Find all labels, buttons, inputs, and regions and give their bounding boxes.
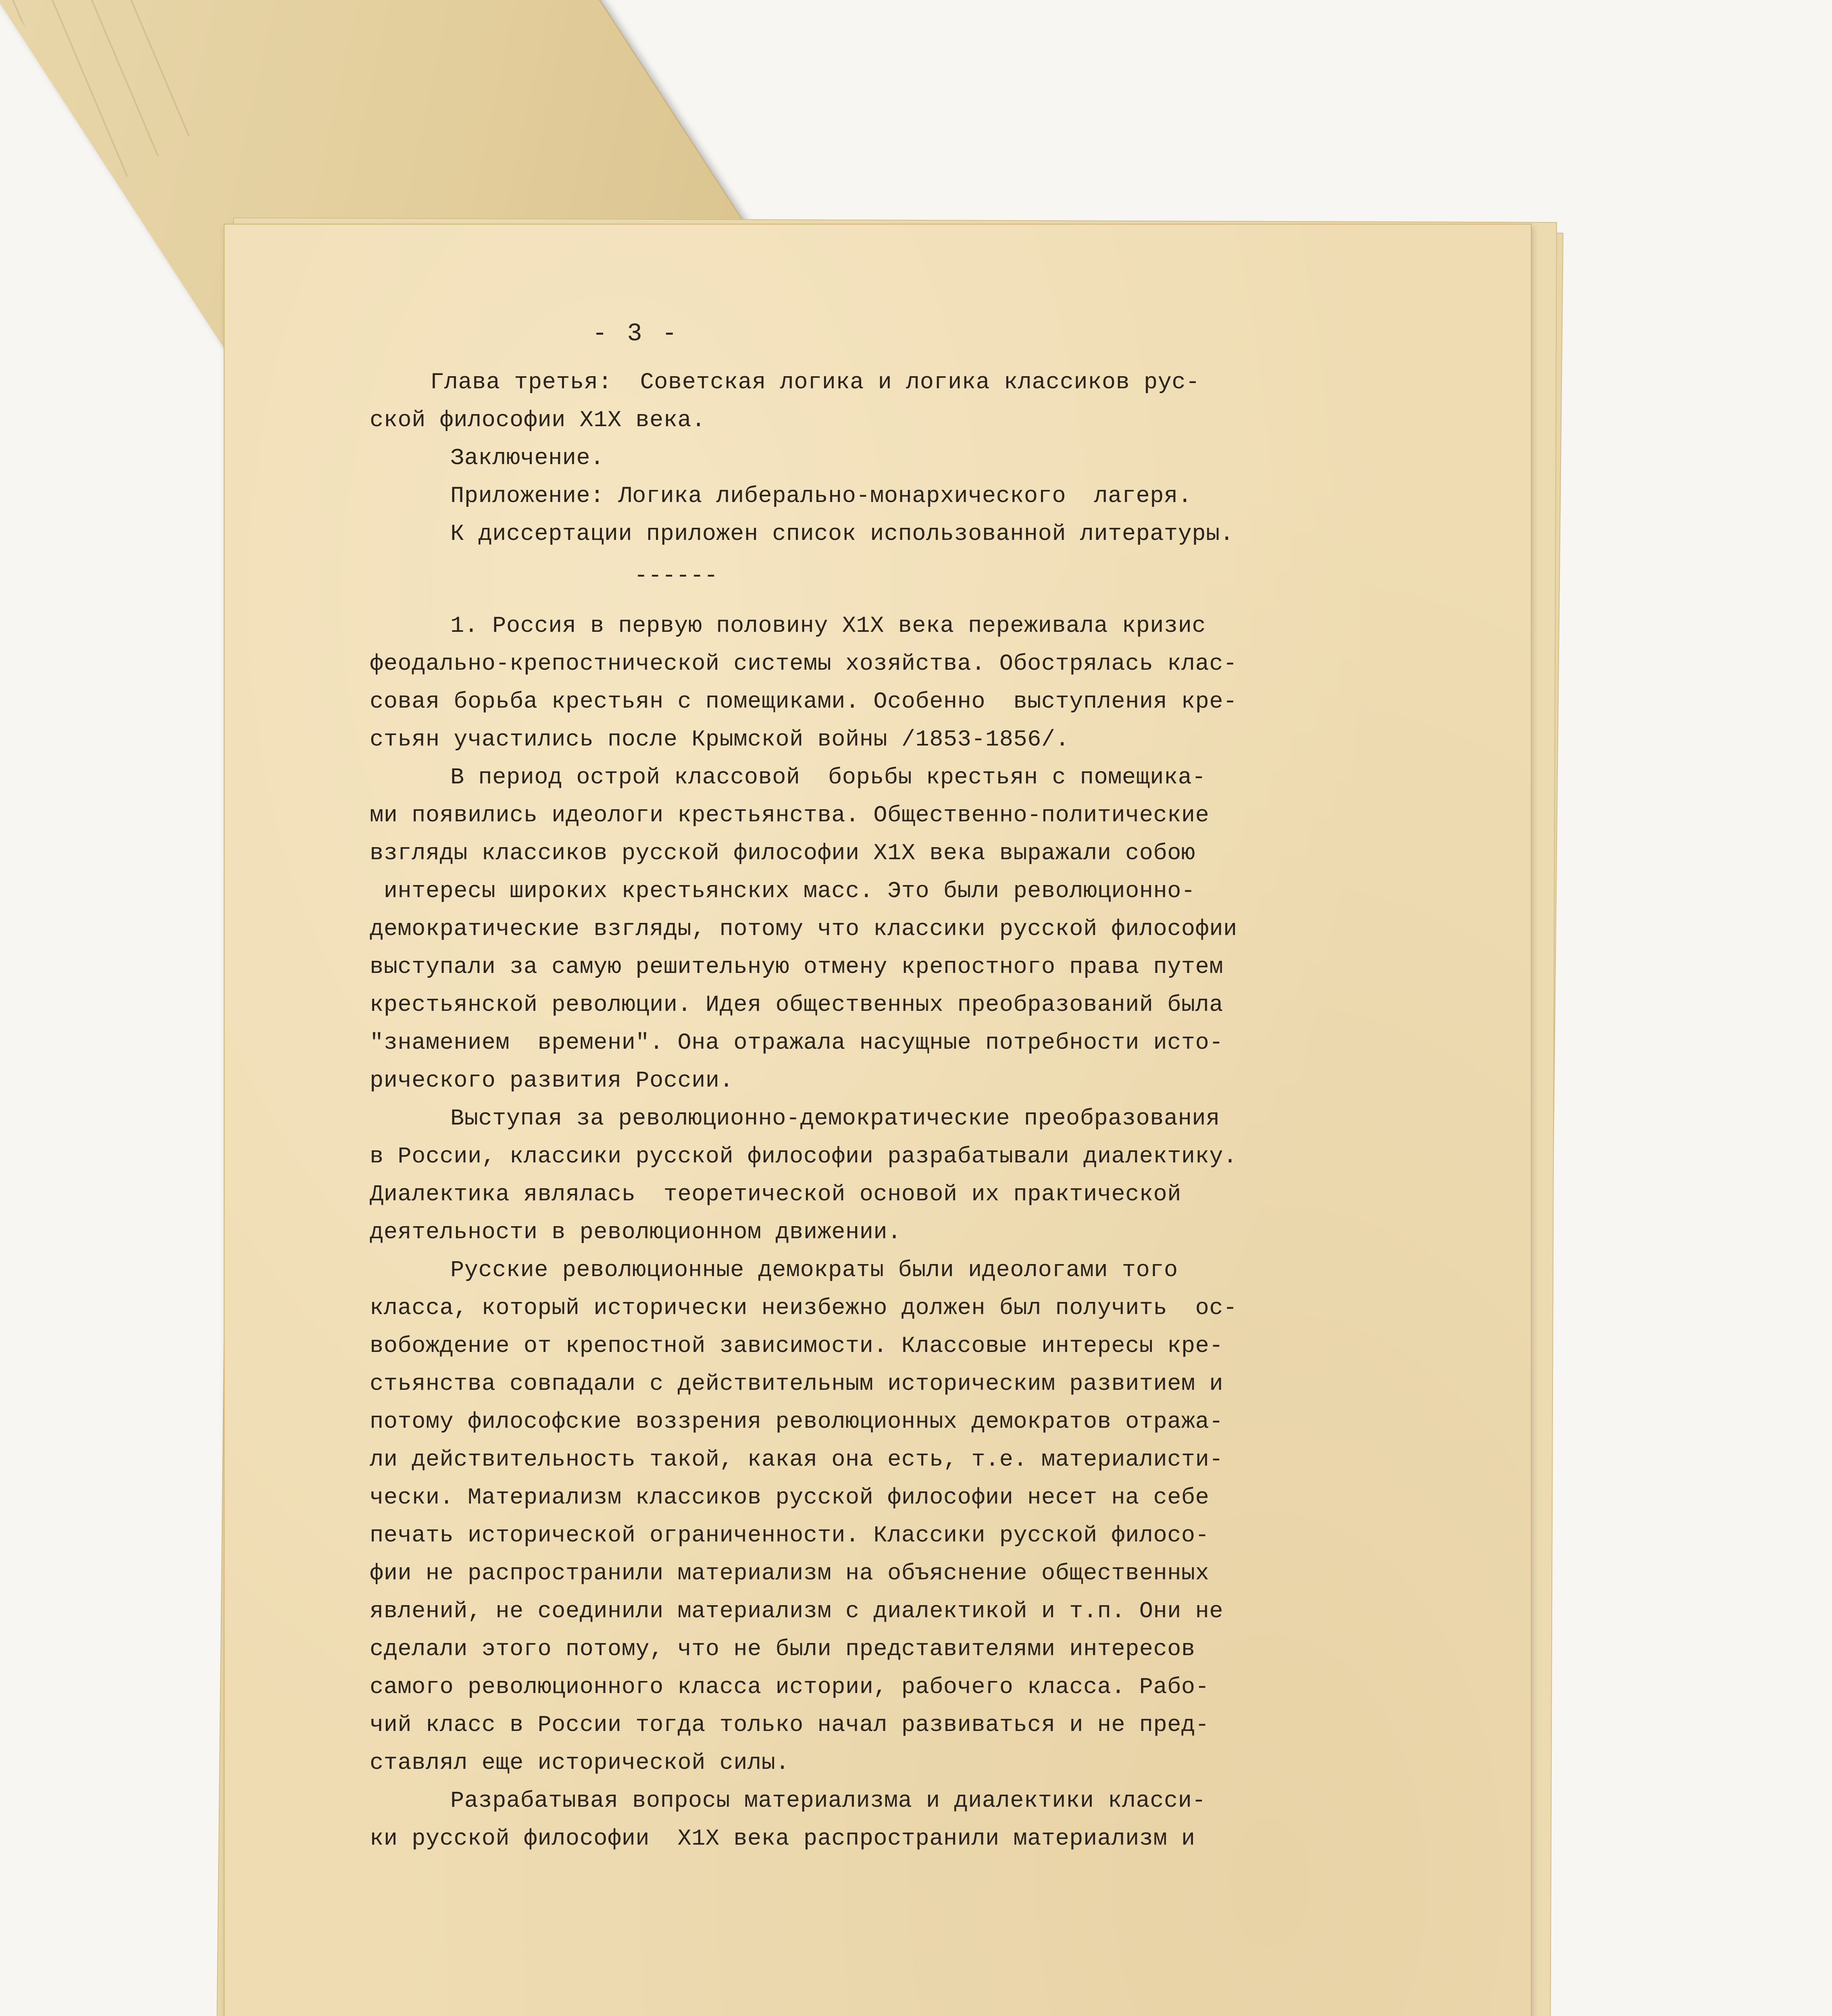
page-number: - 3 -: [592, 319, 680, 348]
text-line: Разрабатывая вопросы материализма и диалектики класси-: [450, 1788, 1206, 1814]
section-separator: ------: [634, 563, 718, 589]
text-line: стьянства совпадали с действительным историческим развитием и: [370, 1371, 1224, 1397]
text-line: Выступая за революционно-демократические преобразования: [450, 1106, 1220, 1132]
text-line: печать исторической ограниченности. Классики русской филосо-: [370, 1523, 1210, 1549]
paragraph: [370, 1782, 1349, 1858]
text-line: ли действительность такой, какая она есть, т.е. материалисти-: [370, 1447, 1224, 1473]
text-line: сделали этого потому, что не были представителями интересов: [370, 1637, 1195, 1662]
text-line: ми появились идеологи крестьянства. Общественно-политические: [370, 803, 1210, 829]
paragraph: [370, 759, 1349, 1100]
text-line: фии не распространили материализм на объяснение общественных: [370, 1561, 1210, 1587]
text-line: вобождение от крепостной зависимости. Классовые интересы кре-: [370, 1333, 1224, 1359]
toc-line: ской философии Х1Х века.: [370, 408, 706, 433]
paragraph: [370, 607, 1349, 759]
text-line: потому философские воззрения революционных демократов отража-: [370, 1409, 1224, 1435]
toc-line: Заключение.: [450, 446, 604, 471]
text-line: феодально-крепостнической системы хозяйства. Обострялась клас-: [370, 651, 1237, 677]
text-line: самого революционного класса истории, рабочего класса. Рабо-: [370, 1674, 1210, 1700]
paragraph: [370, 1252, 1349, 1782]
page-body: [370, 364, 1349, 1858]
toc-line: К диссертации приложен список использованной литературы.: [450, 521, 1234, 547]
text-line: рического развития России.: [370, 1068, 734, 1094]
text-line: "знамением времени". Она отражала насущные потребности исто-: [370, 1030, 1224, 1056]
text-line: 1. Россия в первую половину Х1Х века переживала кризис: [450, 613, 1206, 639]
typewritten-page: [224, 224, 1532, 2016]
text-line: стьян участились после Крымской войны /1853-1856/.: [370, 727, 1070, 753]
text-line: Русские революционные демократы были идеологами того: [450, 1258, 1178, 1283]
text-line: ки русской философии Х1Х века распространили материализм и: [370, 1826, 1195, 1852]
text-line: явлений, не соединили материализм с диалектикой и т.п. Они не: [370, 1599, 1224, 1624]
text-line: интересы широких крестьянских масс. Это были революционно-: [370, 879, 1195, 904]
text-line: В период острой классовой борьбы крестьян с помещика-: [450, 765, 1206, 791]
text-line: деятельности в революционном движении.: [370, 1220, 901, 1245]
text-line: совая борьба крестьян с помещиками. Особенно выступления кре-: [370, 689, 1237, 715]
text-line: взгляды классиков русской философии Х1Х века выражали собою: [370, 841, 1195, 866]
text-line: чий класс в России тогда только начал развиваться и не пред-: [370, 1712, 1210, 1738]
text-line: в России, классики русской философии разрабатывали диалектику.: [370, 1144, 1237, 1170]
toc-line: Глава третья: Советская логика и логика классиков рус-: [430, 370, 1200, 396]
text-line: выступали за самую решительную отмену крепостного права путем: [370, 954, 1224, 980]
text-line: крестьянской революции. Идея общественных преобразований была: [370, 992, 1224, 1018]
text-line: демократические взгляды, потому что классики русской философии: [370, 916, 1237, 942]
paragraph: [370, 1100, 1349, 1252]
text-line: ставлял еще исторической силы.: [370, 1750, 790, 1776]
text-line: класса, который исторически неизбежно должен был получить ос-: [370, 1295, 1237, 1321]
faint-handwriting: [0, 0, 212, 179]
text-line: Диалектика являлась теоретической основой их практической: [370, 1182, 1181, 1208]
text-line: чески. Материализм классиков русской философии несет на себе: [370, 1485, 1210, 1511]
toc-line: Приложение: Логика либерально-монархического лагеря.: [450, 483, 1192, 509]
